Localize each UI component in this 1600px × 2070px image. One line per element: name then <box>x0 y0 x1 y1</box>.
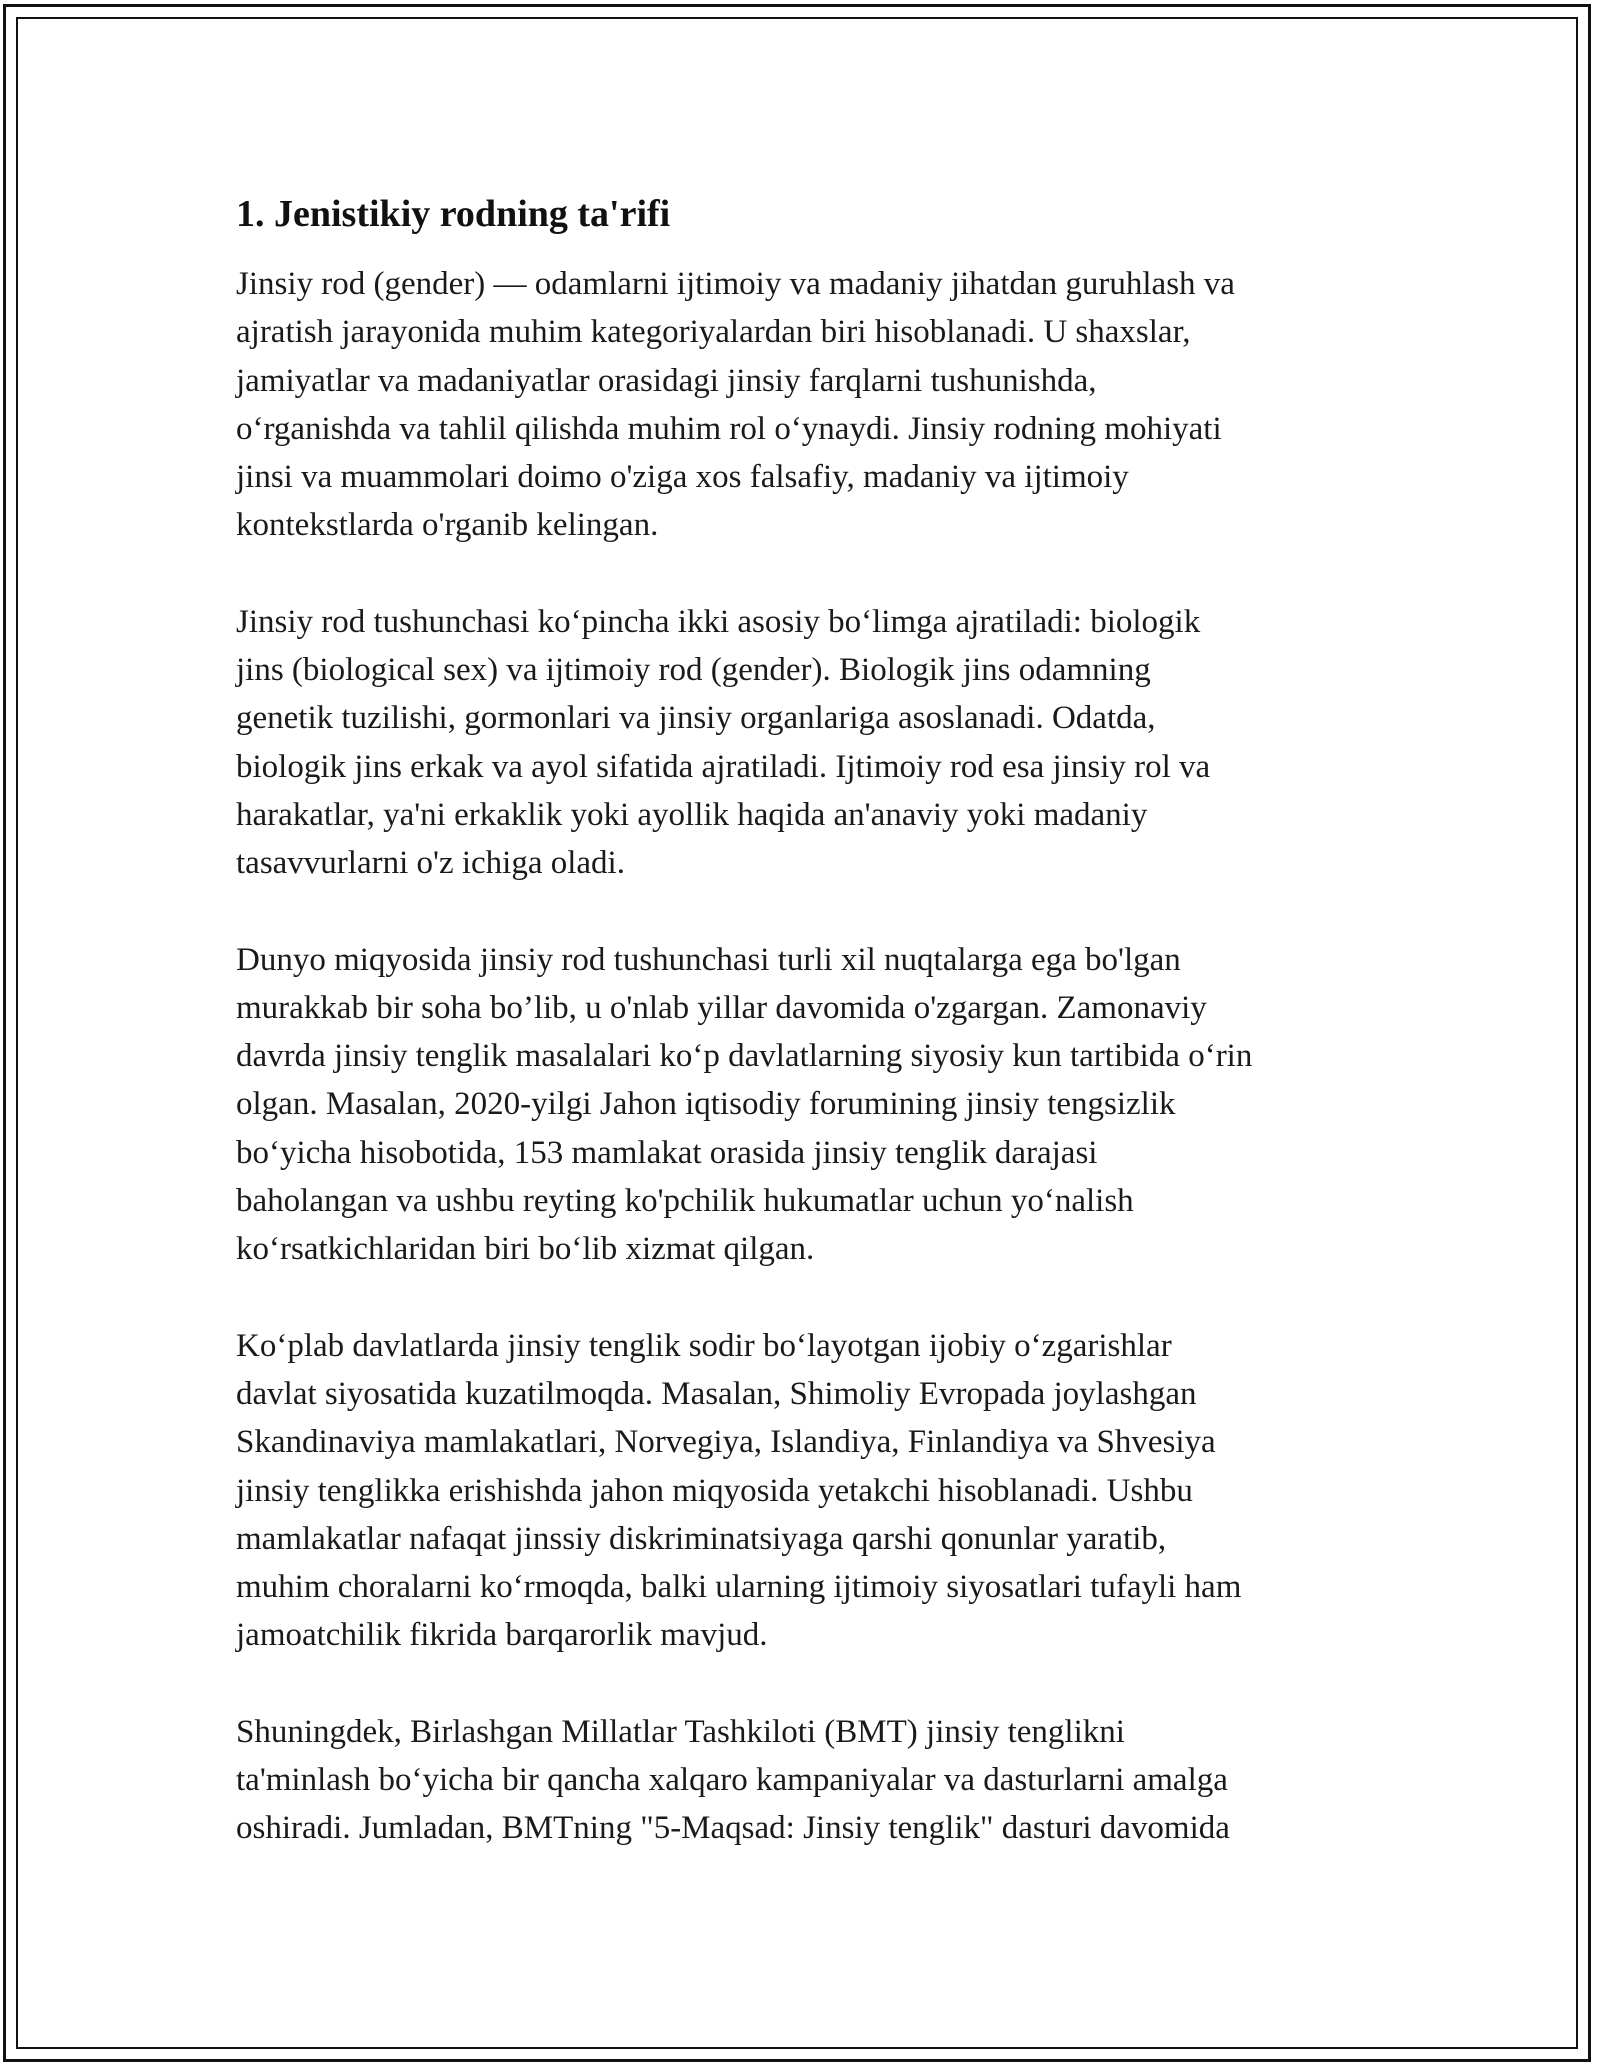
paragraph-definition <box>236 260 1376 550</box>
paragraph-scandinavia <box>236 1322 1376 1660</box>
text-line: bo‘yicha hisobotida, 153 mamlakat orasida jinsiy tenglik darajasi <box>236 1134 1098 1171</box>
text-line: biologik jins erkak va ayol sifatida ajratiladi. Ijtimoiy rod esa jinsiy rol va <box>236 748 1211 785</box>
text-line: jinsi va muammolari doimo o'ziga xos falsafiy, madaniy va ijtimoiy <box>236 459 1129 496</box>
text-line: jins (biological sex) va ijtimoiy rod (gender). Biologik jins odamning <box>236 652 1151 689</box>
text-line: Dunyo miqyosida jinsiy rod tushunchasi turli xil nuqtalarga ega bo'lgan <box>236 941 1181 978</box>
text-line: harakatlar, ya'ni erkaklik yoki ayollik haqida an'anaviy yoki madaniy <box>236 796 1148 833</box>
text-line: jamoatchilik fikrida barqarorlik mavjud. <box>236 1617 768 1654</box>
text-line: Skandinaviya mamlakatlari, Norvegiya, Islandiya, Finlandiya va Shvesiya <box>236 1424 1216 1461</box>
text-line: ajratish jarayonida muhim kategoriyalardan biri hisoblanadi. U shaxslar, <box>236 314 1191 351</box>
text-line: tasavvurlarni o'z ichiga oladi. <box>236 845 625 882</box>
text-line: genetik tuzilishi, gormonlari va jinsiy organlariga asoslanadi. Odatda, <box>236 700 1156 737</box>
text-line: baholangan va ushbu reyting ko'pchilik hukumatlar uchun yo‘nalish <box>236 1183 1134 1220</box>
text-line: davrda jinsiy tenglik masalalari ko‘p davlatlarning siyosiy kun tartibida o‘rin <box>236 1038 1253 1075</box>
paragraph-biological-vs-social <box>236 598 1376 888</box>
text-line: Shuningdek, Birlashgan Millatlar Tashkiloti (BMT) jinsiy tenglikni <box>236 1713 1125 1750</box>
text-line: murakkab bir soha bo’lib, u o'nlab yillar davomida o'zgargan. Zamonaviy <box>236 989 1207 1026</box>
text-line: Ko‘plab davlatlarda jinsiy tenglik sodir bo‘layotgan ijobiy o‘zgarishlar <box>236 1327 1172 1364</box>
text-line: Jinsiy rod tushunchasi ko‘pincha ikki asosiy bo‘limga ajratiladi: biologik <box>236 603 1201 640</box>
paragraph-un <box>236 1708 1376 1853</box>
text-line: davlat siyosatida kuzatilmoqda. Masalan, Shimoliy Evropada joylashgan <box>236 1375 1197 1412</box>
text-line: ta'minlash bo‘yicha bir qancha xalqaro kampaniyalar va dasturlarni amalga <box>236 1762 1228 1799</box>
text-line: jamiyatlar va madaniyatlar orasidagi jinsiy farqlarni tushunishda, <box>236 362 1097 399</box>
text-line: oshiradi. Jumladan, BMTning "5-Maqsad: Jinsiy tenglik" dasturi davomida <box>236 1810 1230 1847</box>
document-body <box>236 190 1376 1901</box>
text-line: ko‘rsatkichlaridan biri bo‘lib xizmat qilgan. <box>236 1231 815 1268</box>
text-line: olgan. Masalan, 2020-yilgi Jahon iqtisodiy forumining jinsiy tengsizlik <box>236 1086 1176 1123</box>
text-line: jinsiy tenglikka erishishda jahon miqyosida yetakchi hisoblanadi. Ushbu <box>236 1472 1193 1509</box>
text-line: muhim choralarni ko‘rmoqda, balki ularning ijtimoiy siyosatlari tufayli ham <box>236 1569 1242 1606</box>
paragraph-global-context <box>236 936 1376 1274</box>
text-line: o‘rganishda va tahlil qilishda muhim rol o‘ynaydi. Jinsiy rodning mohiyati <box>236 410 1222 447</box>
text-line: kontekstlarda o'rganib kelingan. <box>236 507 659 544</box>
text-line: mamlakatlar nafaqat jinssiy diskriminatsiyaga qarshi qonunlar yaratib, <box>236 1520 1167 1557</box>
section-heading: 1. Jenistikiy rodning ta'rifi <box>236 193 671 235</box>
text-line: Jinsiy rod (gender) — odamlarni ijtimoiy va madaniy jihatdan guruhlash va <box>236 266 1235 302</box>
